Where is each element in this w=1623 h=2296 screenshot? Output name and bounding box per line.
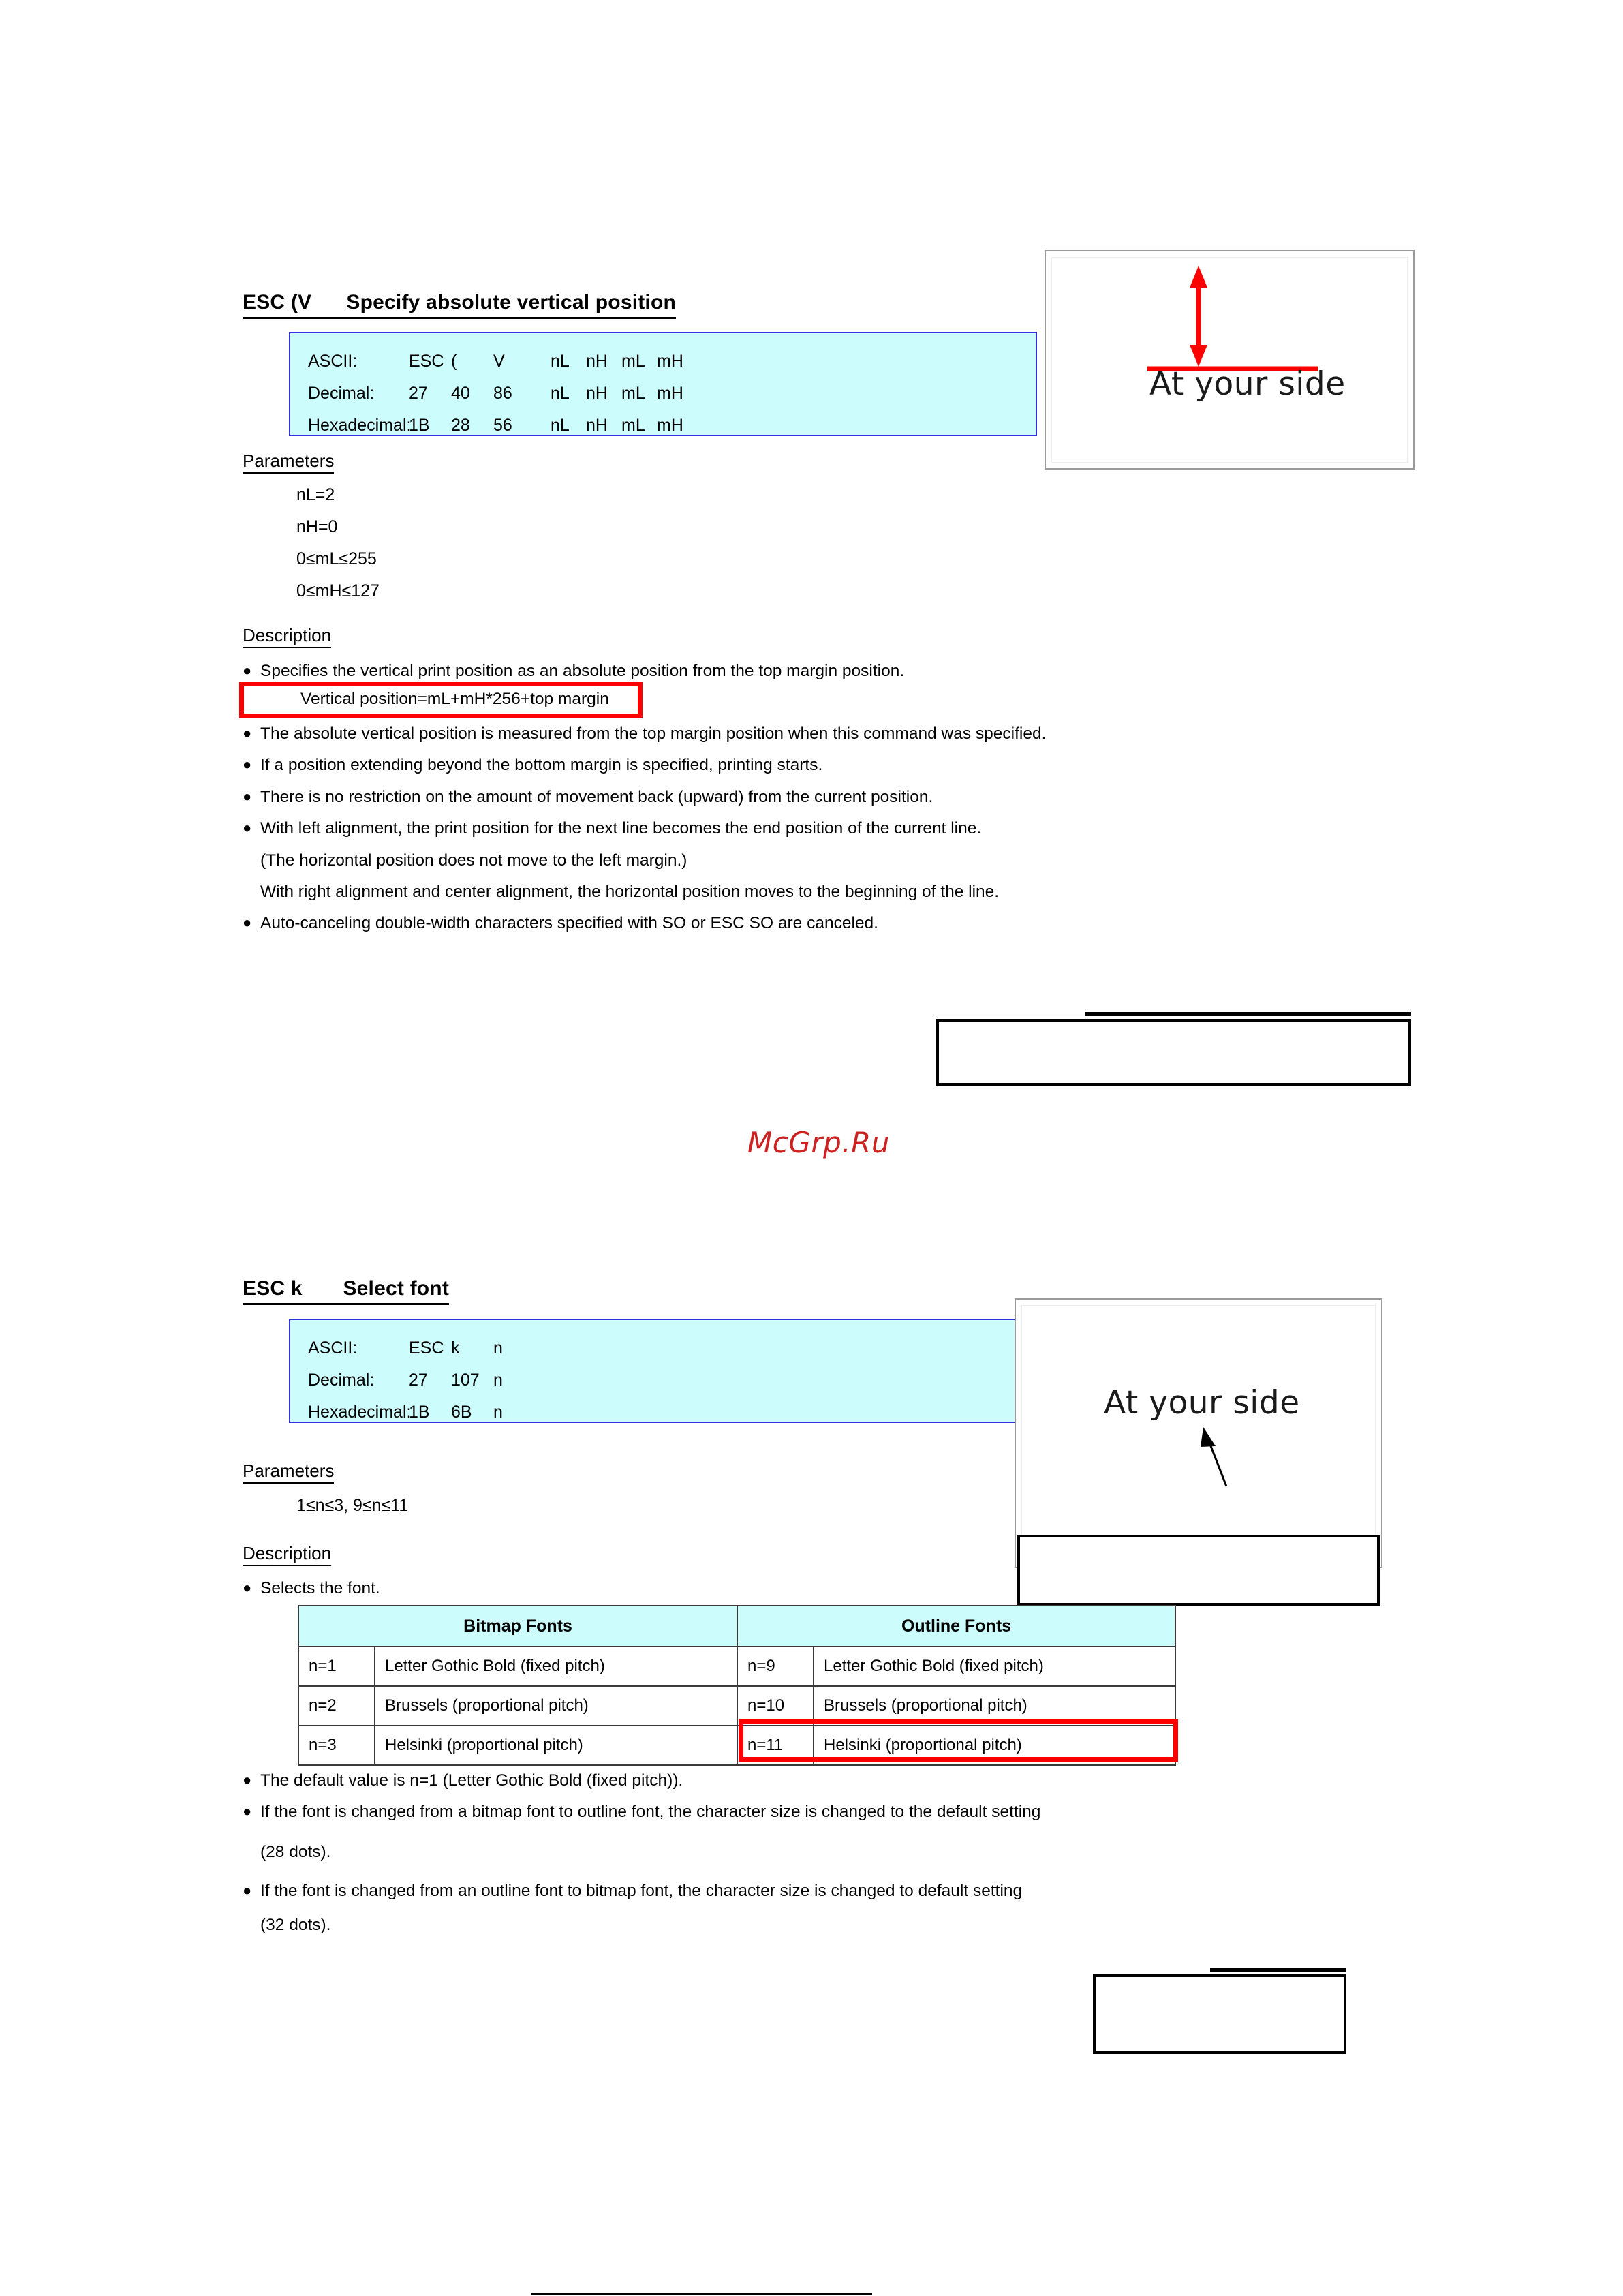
syntax-row-label: Decimal: (308, 384, 375, 403)
syntax-cell: 40 (451, 384, 470, 403)
bullet-text: If the font is changed from an outline font to bitmap font, the character size is changed to default setting (260, 1882, 1023, 1900)
bullet-icon: ● (243, 1882, 252, 1899)
section1-param-2: 0≤mL≤255 (296, 549, 377, 568)
section2-desc-intro (243, 1578, 856, 1599)
section1-desc-bullet-4 (243, 818, 1299, 840)
syntax-cell: 56 (493, 416, 512, 435)
syntax-cell: ( (451, 352, 457, 371)
syntax-row-label: ASCII: (308, 1338, 358, 1358)
font-table-header-bitmap: Bitmap Fonts (298, 1606, 737, 1647)
font-row1-right-name: Brussels (proportional pitch) (814, 1686, 1175, 1726)
syntax-cell: 86 (493, 384, 512, 403)
section1-desc-bullet-0 (243, 661, 1265, 682)
section2-title: ESC k Select font (243, 1278, 449, 1305)
bullet-text: If the font is changed from a bitmap font to outline font, the character size is changed to the default setting (260, 1803, 1041, 1821)
bullet-text: Auto-canceling double-width characters specified with SO or ESC SO are canceled. (260, 914, 878, 932)
syntax-row (308, 1332, 1020, 1364)
section2-desc-bullet-0 (243, 1771, 1299, 1792)
section2-bottom-leader-line (1210, 1968, 1346, 1972)
section2-syntax-box (289, 1319, 1021, 1423)
section2-description-heading-wrap (243, 1544, 331, 1566)
section2-desc-plain-0: (28 dots). (260, 1843, 331, 1861)
syntax-cell: ESC (409, 1338, 444, 1358)
syntax-param: nL (551, 352, 570, 371)
font-row0-left-n: n=1 (298, 1647, 375, 1686)
bullet-icon: ● (243, 819, 252, 836)
syntax-cell: ESC (409, 352, 444, 371)
syntax-param: nL (551, 384, 570, 403)
syntax-param: mH (657, 384, 683, 403)
font-row0-right-name: Letter Gothic Bold (fixed pitch) (814, 1647, 1175, 1686)
syntax-row-label: Hexadecimal: (308, 416, 412, 435)
syntax-cell: 1B (409, 1403, 430, 1422)
bullet-text: Selects the font. (260, 1579, 380, 1597)
syntax-param: mH (657, 352, 683, 371)
bullet-text: With left alignment, the print position for the next line becomes the end position of the current line. (260, 819, 982, 838)
bullet-text: The absolute vertical position is measured from the top margin position when this command was specified. (260, 724, 1047, 743)
syntax-row (308, 1396, 1020, 1428)
syntax-row (308, 346, 1036, 378)
section1-param-0: nL=2 (296, 485, 335, 504)
section2-blank-callout-box (1017, 1535, 1380, 1606)
section2-title-wrap (243, 1278, 449, 1305)
bullet-icon: ● (243, 756, 252, 773)
syntax-param: mL (621, 416, 645, 435)
font-row2-right-n: n=11 (737, 1726, 814, 1765)
font-row1-right-n: n=10 (737, 1686, 814, 1726)
section1-desc-plain-0: (The horizontal position does not move to the left margin.) (260, 851, 687, 870)
syntax-cell: 6B (451, 1403, 472, 1422)
section2-param-0: 1≤n≤3, 9≤n≤11 (296, 1496, 409, 1515)
section1-figure-canvas (1051, 257, 1408, 463)
bullet-icon: ● (243, 788, 252, 805)
section2-parameters-heading: Parameters (243, 1461, 334, 1484)
syntax-row (308, 378, 1036, 410)
bullet-text: There is no restriction on the amount of movement back (upward) from the current position. (260, 788, 933, 806)
bullet-text: If a position extending beyond the bottom margin is specified, printing starts. (260, 756, 823, 774)
syntax-param: n (493, 1371, 503, 1390)
diagonal-pointer-arrow-icon (1201, 1427, 1226, 1486)
outline-helsinki-row-highlight (739, 1719, 1178, 1762)
syntax-row (308, 410, 1036, 442)
vertical-position-formula: Vertical position=mL+mH*256+top margin (300, 690, 609, 708)
section1-sample-text: At your side (1149, 365, 1346, 403)
double-headed-vertical-arrow-icon (1190, 266, 1207, 367)
font-row2-right-name: Helsinki (proportional pitch) (814, 1726, 1175, 1765)
syntax-cell: k (451, 1338, 460, 1358)
section1-callout-leader-line (1085, 1012, 1411, 1016)
section2-bottom-callout-box (1093, 1974, 1346, 2054)
table-row (298, 1647, 1175, 1686)
bullet-icon: ● (243, 662, 252, 679)
section2-description-heading: Description (243, 1544, 331, 1566)
syntax-param: mL (621, 384, 645, 403)
syntax-cell: 107 (451, 1371, 480, 1390)
syntax-row (308, 1364, 1020, 1396)
section2-desc-bullet-2 (243, 1881, 1333, 1902)
syntax-row-label: ASCII: (308, 352, 358, 371)
bullet-icon: ● (243, 1579, 252, 1596)
syntax-param: nH (586, 416, 608, 435)
site-watermark: McGrp.Ru (747, 1126, 890, 1159)
page-footer-rule (531, 2293, 872, 2295)
section2-figure-frame (1015, 1298, 1382, 1568)
section2-pointer-overlay (1022, 1306, 1376, 1561)
syntax-param: mL (621, 352, 645, 371)
section1-title-wrap (243, 292, 676, 319)
font-row0-left-name: Letter Gothic Bold (fixed pitch) (375, 1647, 737, 1686)
section2-desc-bullet-1 (243, 1802, 1333, 1823)
syntax-param: n (493, 1338, 503, 1358)
vertical-position-diagram (1052, 258, 1408, 463)
section1-parameters-heading: Parameters (243, 451, 334, 474)
bullet-text: The default value is n=1 (Letter Gothic Bold (fixed pitch)). (260, 1771, 683, 1790)
font-table-header-row (298, 1606, 1175, 1647)
section1-description-heading-wrap (243, 626, 331, 648)
syntax-param: nL (551, 416, 570, 435)
syntax-param: nH (586, 384, 608, 403)
bullet-icon: ● (243, 1803, 252, 1820)
bullet-text: Specifies the vertical print position as an absolute position from the top margin position. (260, 662, 905, 680)
syntax-cell: 27 (409, 1371, 428, 1390)
section1-parameters-heading-wrap (243, 451, 334, 474)
syntax-cell: 1B (409, 416, 430, 435)
section2-desc-plain-1: (32 dots). (260, 1916, 331, 1934)
font-row2-left-name: Helsinki (proportional pitch) (375, 1726, 737, 1765)
section1-title: ESC (V Specify absolute vertical position (243, 292, 676, 319)
bullet-icon: ● (243, 914, 252, 931)
section2-figure-canvas (1021, 1305, 1376, 1561)
section1-figure-frame (1045, 250, 1415, 470)
section1-param-1: nH=0 (296, 517, 338, 536)
section1-param-3: 0≤mH≤127 (296, 581, 380, 600)
bullet-icon: ● (243, 1771, 252, 1788)
bullet-icon: ● (243, 724, 252, 741)
syntax-row-label: Hexadecimal: (308, 1403, 412, 1422)
syntax-cell: 27 (409, 384, 428, 403)
syntax-row-label: Decimal: (308, 1371, 375, 1390)
section1-desc-plain-1: With right alignment and center alignment, the horizontal position moves to the beginning of the line. (260, 883, 1000, 901)
syntax-cell: 28 (451, 416, 470, 435)
font-row1-left-n: n=2 (298, 1686, 375, 1726)
syntax-param: nH (586, 352, 608, 371)
syntax-param: n (493, 1403, 503, 1422)
font-table-header-outline: Outline Fonts (737, 1606, 1175, 1647)
font-row0-right-n: n=9 (737, 1647, 814, 1686)
section2-parameters-heading-wrap (243, 1461, 334, 1484)
syntax-cell: V (493, 352, 505, 371)
section1-description-heading: Description (243, 626, 331, 648)
section2-sample-text: At your side (1104, 1384, 1300, 1422)
syntax-param: mH (657, 416, 683, 435)
section1-syntax-box (289, 332, 1037, 436)
section1-desc-bullet-3 (243, 787, 1299, 808)
font-row1-left-name: Brussels (proportional pitch) (375, 1686, 737, 1726)
font-row2-left-n: n=3 (298, 1726, 375, 1765)
section1-desc-bullet-1 (243, 724, 1299, 745)
section1-desc-bullet-5 (243, 913, 1299, 934)
section1-blank-callout-box (936, 1019, 1411, 1086)
section1-desc-bullet-2 (243, 755, 1299, 776)
